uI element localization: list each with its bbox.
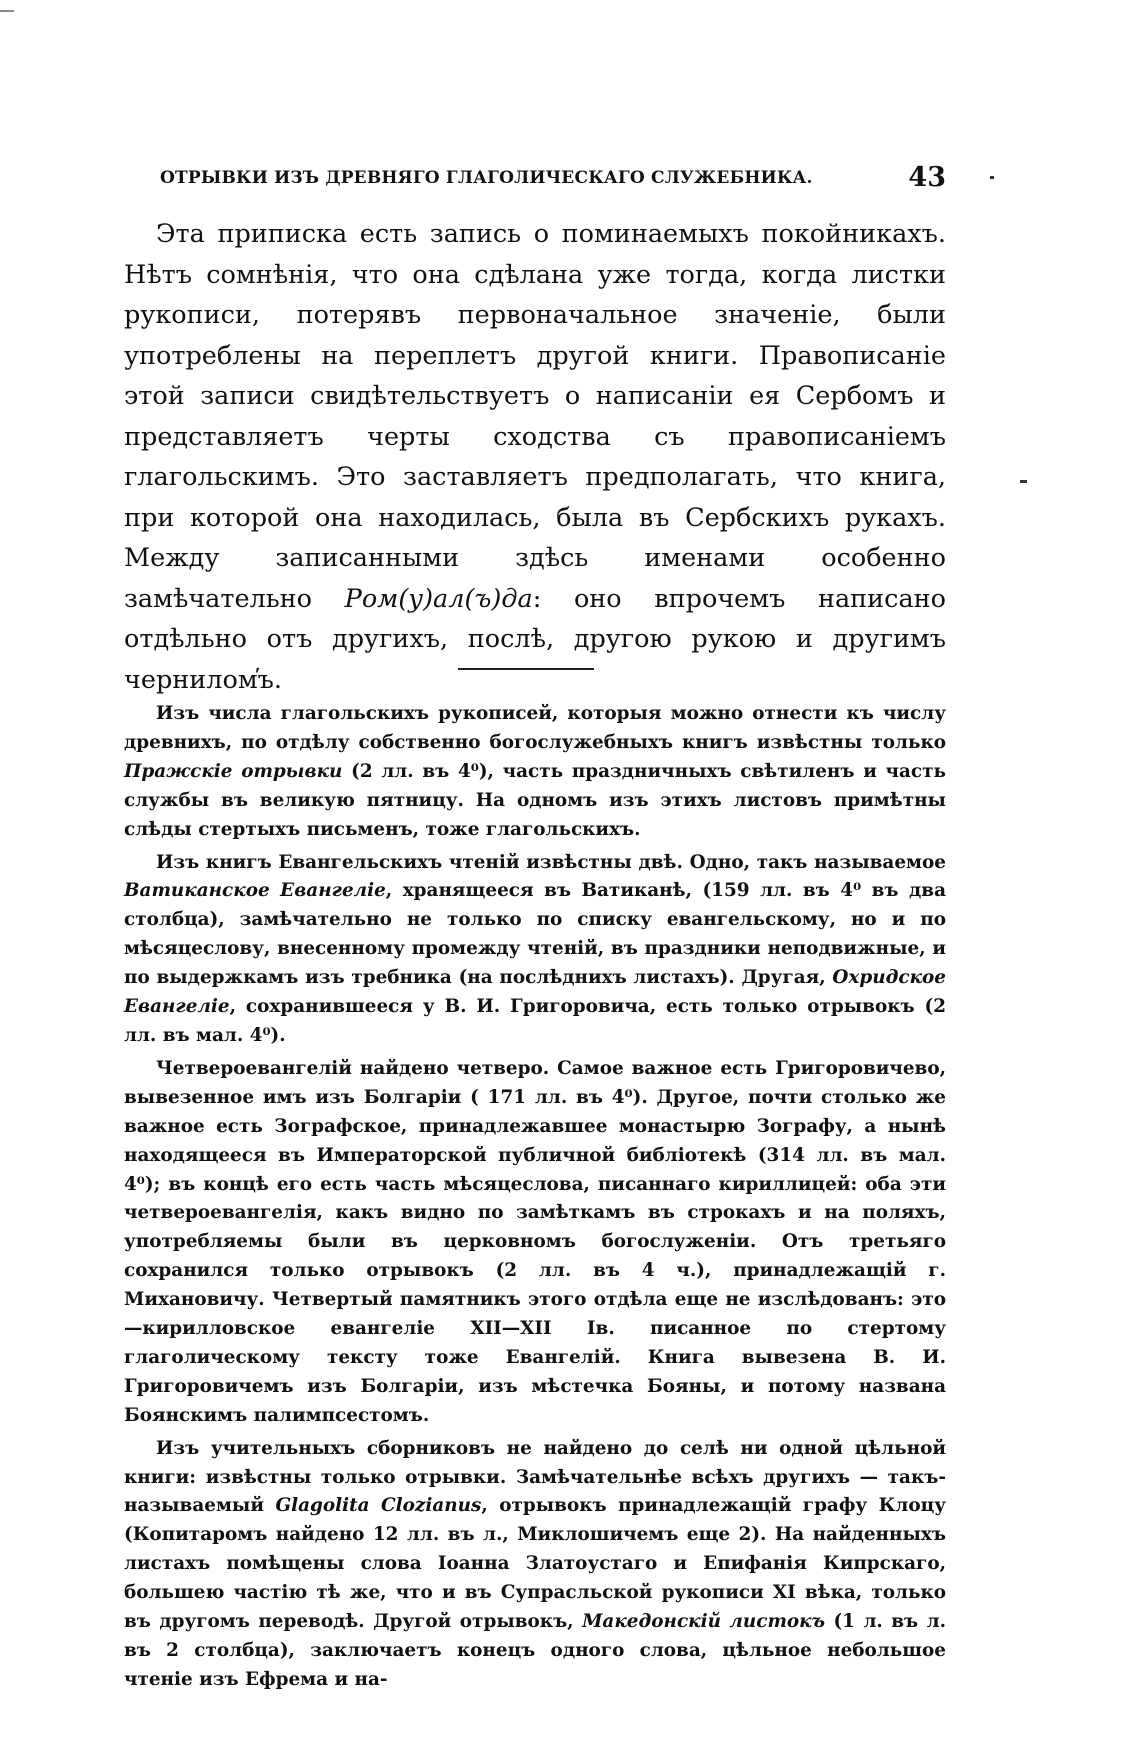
margin-speck-top [990, 176, 994, 179]
note-paragraph-4 [124, 1435, 946, 1695]
note-2-text-b: , хранящееся въ Ватиканѣ, (159 лл. въ 4⁰ въ два столбца), замѣчательно не только по списку евангельскому, но и по мѣсяцеслову, внесенному промежду чтеній, въ праздники неподвижные, и по выдержкамъ изъ требника (на послѣднихъ листахъ). Другая, [124, 880, 946, 989]
section-divider [458, 668, 594, 670]
note-2-text-a: Изъ книгъ Евангельскихъ чтеній извѣстны двѣ. Одно, такъ называемое [156, 851, 946, 873]
note-paragraph-3: Четвероевангелій найдено четверо. Самое важное есть Григоровичево, вывезенное имъ изъ Болгаріи ( 171 лл. въ 4⁰). Другое, почти столько же важное есть Зографское, принадлежавшее монастырю Зографу, а нынѣ находящееся въ Императорской публичной библіотекѣ (314 лл. въ мал. 4⁰); въ концѣ его есть часть мѣсяцеслова, писаннаго кириллицей: оба эти четвероевангелія, какъ видно по замѣткамъ въ строкахъ и на поляхъ, употребляемы были въ церковномъ богослуженіи. Отъ третьяго сохранился только отрывокъ (2 лл. въ 4 ч.), принадлежащій г. Михановичу. Четвертый памятникъ этого отдѣла еще не изслѣдованъ: это—кирилловское евангеліе XII—XII Iв. писанное по стертому глаголическому тексту тоже Евангелій. Книга вывезена В. И. Григоровичемъ изъ Болгаріи, изъ мѣстечка Бояны, и потому названа Боянскимъ палимпсестомъ. [124, 1057, 946, 1426]
footnotes [124, 700, 946, 1699]
note-2-text-c: , сохранившееся у В. И. Григоровича, есть только отрывокъ (2 лл. въ мал. 4⁰). [124, 996, 946, 1046]
margin-speck [1020, 480, 1027, 483]
note-4-text-c: (1 л. въ л. въ 2 столбца), заключаетъ конецъ одного слова, цѣльное небольшое чтеніе изъ Ефрема и на- [124, 1611, 947, 1690]
note-4-text-a: Изъ учительныхъ сборниковъ не найдено до селѣ ни одной цѣльной книги: извѣстны только отрывки. Замѣчательнѣе всѣхъ другихъ — такъ-называемый [124, 1437, 946, 1517]
page-number: 43 [908, 162, 946, 193]
note-paragraph-2 [124, 849, 946, 1051]
running-head [160, 162, 946, 198]
note-1-text-b: (2 лл. въ 4⁰), часть праздничныхъ свѣтиленъ и часть службы въ великую пятницу. На одномъ изъ этихъ листовъ примѣтны слѣды стертыхъ письменъ, тоже глагольскихъ. [124, 760, 946, 840]
main-paragraph [124, 214, 946, 700]
note-1-text-a: Изъ числа глагольскихъ рукописей, которыя можно отнести къ числу древнихъ, по отдѣлу собственно богослужебныхъ книгъ извѣстны только [124, 703, 946, 753]
note-4-title-2: Македонскій листокъ [582, 1611, 825, 1633]
main-paragraph-text-a: Эта приписка есть запись о поминаемыхъ покойникахъ. Нѣтъ сомнѣнія, что она сдѣлана уже тогда, когда листки рукописи, потерявъ первоначальное значеніе, были употреблены на переплетъ другой книги. Правописаніе этой записи свидѣтельствуетъ о написаніи ея Сербомъ и представляетъ черты сходства съ правописаніемъ глагольскимъ. Это заставляетъ предполагать, что книга, при которой она находилась, была въ Сербскихъ рукахъ. Между записанными здѣсь именами особенно замѣчательно [124, 219, 946, 614]
main-paragraph-name: Ром(у)ал(ъ)да [344, 583, 533, 614]
note-4-title-1: Glagolita Clozianus [275, 1495, 482, 1517]
note-paragraph-1 [124, 700, 946, 845]
note-1-title: Пражскіе отрывки [124, 760, 343, 782]
note-2-title-2: Охридское Евангеліе [124, 967, 946, 1018]
main-paragraph-text-b: : оно впрочемъ написано отдѣльно отъ другихъ, послѣ, другою рукою и другимъ чернилом̕ъ. [124, 583, 947, 695]
note-2-title-1: Ватиканское Евангеліе [124, 880, 386, 902]
scan-edge-mark [0, 10, 14, 12]
running-title: ОТРЫВКИ ИЗЪ ДРЕВНЯГО ГЛАГОЛИЧЕСКАГО СЛУЖЕБНИКА. [160, 168, 813, 188]
note-4-text-b: , отрывокъ принадлежащій графу Клоцу (Копитаромъ найдено 12 лл. въ л., Миклошичемъ еще 2). На найденныхъ листахъ помѣщены слова Іоанна Златоустаго и Епифанія Кипрскаго, большею частію тѣ же, что и въ Супрасльской рукописи XI вѣка, только въ другомъ переводѣ. Другой отрывокъ, [124, 1495, 946, 1633]
